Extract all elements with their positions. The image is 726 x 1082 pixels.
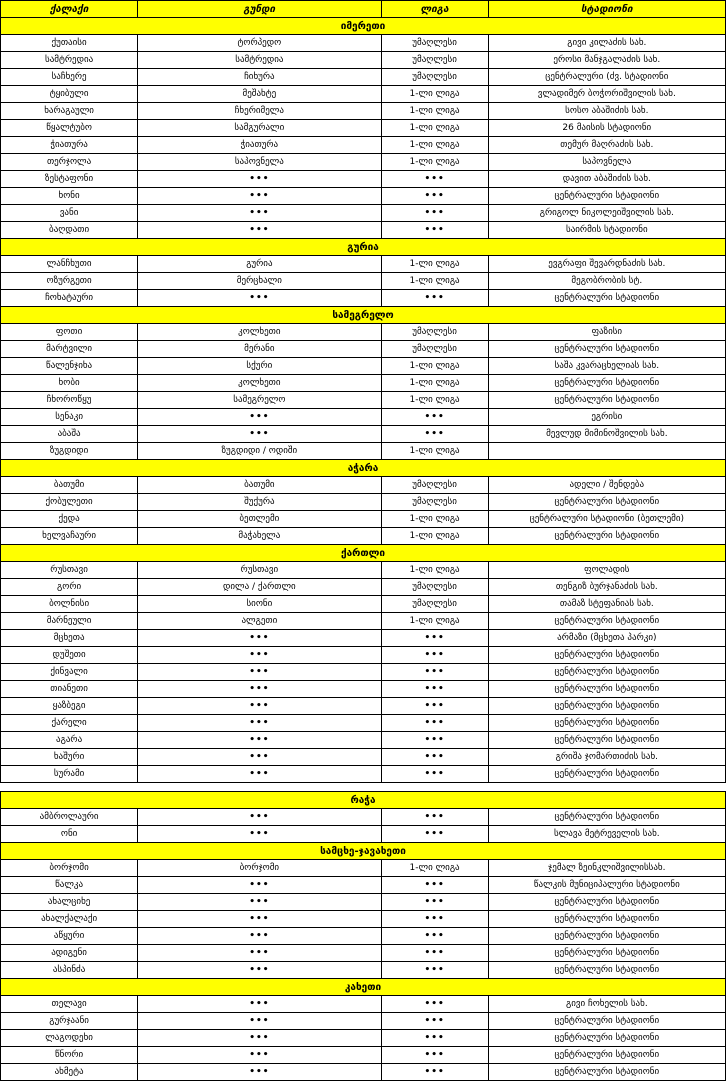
league-cell[interactable]: ••• [381, 945, 488, 962]
city-cell[interactable]: ჩხოროწყუ [1, 392, 138, 409]
table-row [1, 945, 726, 962]
table-row [1, 205, 726, 222]
region-row [1, 979, 726, 996]
table-body [1, 1, 726, 1081]
city-cell[interactable]: ახმეტა [1, 1064, 138, 1081]
league-cell[interactable]: ••• [381, 894, 488, 911]
team-cell[interactable]: დილა / ქართლი [138, 579, 381, 596]
team-cell[interactable]: ბორჯომი [138, 860, 381, 877]
team-cell[interactable]: ••• [138, 664, 381, 681]
table-row [1, 647, 726, 664]
team-cell[interactable]: ••• [138, 426, 381, 443]
region-row [1, 18, 726, 35]
team-cell[interactable]: რუსთავი [138, 562, 381, 579]
city-cell[interactable]: ხარაგაული [1, 103, 138, 120]
stadium-cell[interactable]: წალკის მუნიციპალური სტადიონი [488, 877, 725, 894]
team-cell[interactable]: სამგურალი [138, 120, 381, 137]
team-cell[interactable]: ••• [138, 1013, 381, 1030]
city-cell[interactable]: აგარა [1, 732, 138, 749]
team-cell[interactable]: ••• [138, 188, 381, 205]
league-cell[interactable]: 1-ლი ლიგა [381, 256, 488, 273]
stadium-cell[interactable]: ცენტრალური (ძვ. სტადიონი [488, 69, 725, 86]
team-cell[interactable]: ••• [138, 715, 381, 732]
city-cell[interactable]: რუსთავი [1, 562, 138, 579]
city-cell[interactable]: ბათუმი [1, 477, 138, 494]
team-cell[interactable]: ჩხერიმელა [138, 103, 381, 120]
table-row [1, 222, 726, 239]
city-cell[interactable]: ქუთაისი [1, 35, 138, 52]
table-row [1, 826, 726, 843]
region-row [1, 545, 726, 562]
stadium-cell[interactable]: ეროსი მანჯგალაძის სახ. [488, 52, 725, 69]
stadium-cell[interactable]: ცენტრალური სტადიონი [488, 188, 725, 205]
city-cell[interactable]: ადიგენი [1, 945, 138, 962]
section-gap [1, 783, 726, 792]
region-row [1, 843, 726, 860]
stadium-cell[interactable]: ცენტრალური სტადიონი [488, 392, 725, 409]
league-cell[interactable]: უმაღლესი [381, 596, 488, 613]
table-row [1, 528, 726, 545]
stadium-cell[interactable]: სოსო აბაშიძის სახ. [488, 103, 725, 120]
league-cell[interactable]: 1-ლი ლიგა [381, 613, 488, 630]
league-cell[interactable]: 1-ლი ლიგა [381, 86, 488, 103]
stadium-cell[interactable]: ცენტრალური სტადიონი [488, 681, 725, 698]
gap-cell [1, 783, 726, 792]
league-cell[interactable]: უმაღლესი [381, 69, 488, 86]
team-cell[interactable]: ბათუმი [138, 477, 381, 494]
stadium-cell[interactable]: გრიშა ჯომართიძის სახ. [488, 749, 725, 766]
city-cell[interactable]: ფოთი [1, 324, 138, 341]
city-cell[interactable]: მარტვილი [1, 341, 138, 358]
stadium-cell[interactable]: თენგიზ ბურჯანაძის სახ. [488, 579, 725, 596]
team-cell[interactable]: კოლხეთი [138, 375, 381, 392]
league-cell[interactable]: 1-ლი ლიგა [381, 443, 488, 460]
league-cell[interactable]: ••• [381, 826, 488, 843]
city-cell[interactable]: ქედა [1, 511, 138, 528]
table-row [1, 596, 726, 613]
table-row [1, 681, 726, 698]
city-cell[interactable]: ახალქალაქი [1, 911, 138, 928]
city-cell[interactable]: ლაგოდეხი [1, 1030, 138, 1047]
stadium-cell[interactable]: ცენტრალური სტადიონი [488, 1013, 725, 1030]
region-row [1, 239, 726, 256]
table-row [1, 511, 726, 528]
team-cell[interactable]: ••• [138, 222, 381, 239]
stadium-cell[interactable]: ევგრაფი შევარდნაძის სახ. [488, 256, 725, 273]
stadium-cell[interactable]: გივი ჩოხელის სახ. [488, 996, 725, 1013]
stadium-cell[interactable]: მეგობრობის სტ. [488, 273, 725, 290]
city-cell[interactable]: ზუგდიდი [1, 443, 138, 460]
team-cell[interactable]: ••• [138, 205, 381, 222]
table-row [1, 860, 726, 877]
region-heading[interactable]: სამცხე-ჯავახეთი [1, 843, 726, 860]
city-cell[interactable]: სენაკი [1, 409, 138, 426]
stadium-cell[interactable]: გრიგოლ ნიკოლეიშვილის სახ. [488, 205, 725, 222]
city-cell[interactable]: მცხეთა [1, 630, 138, 647]
stadium-cell[interactable]: არმაზი (მცხეთა პარკი) [488, 630, 725, 647]
region-heading[interactable]: აჭარა [1, 460, 726, 477]
city-cell[interactable]: ონი [1, 826, 138, 843]
stadium-cell[interactable]: ცენტრალური სტადიონი [488, 894, 725, 911]
team-cell[interactable]: ••• [138, 766, 381, 783]
team-cell[interactable]: გურია [138, 256, 381, 273]
team-cell[interactable]: ••• [138, 928, 381, 945]
table-row [1, 766, 726, 783]
stadium-cell[interactable]: ცენტრალური სტადიონი [488, 613, 725, 630]
city-cell[interactable]: ზესტაფონი [1, 171, 138, 188]
team-cell[interactable]: ჩიხურა [138, 69, 381, 86]
team-cell[interactable]: ••• [138, 996, 381, 1013]
city-cell[interactable]: წნორი [1, 1047, 138, 1064]
team-cell[interactable]: ••• [138, 630, 381, 647]
league-cell[interactable]: ••• [381, 1047, 488, 1064]
league-cell[interactable]: ••• [381, 877, 488, 894]
city-cell[interactable]: სურამი [1, 766, 138, 783]
team-cell[interactable]: ზუგდიდი / ოდიში [138, 443, 381, 460]
city-cell[interactable]: სამტრედია [1, 52, 138, 69]
stadium-cell[interactable]: გივი კილაძის სახ. [488, 35, 725, 52]
league-cell[interactable]: ••• [381, 664, 488, 681]
team-cell[interactable]: ••• [138, 809, 381, 826]
team-cell[interactable]: ••• [138, 681, 381, 698]
league-cell[interactable]: უმაღლესი [381, 477, 488, 494]
table-row [1, 928, 726, 945]
table-row [1, 256, 726, 273]
header-league[interactable]: ლიგა [381, 1, 488, 18]
table-row [1, 1047, 726, 1064]
league-cell[interactable]: ••• [381, 911, 488, 928]
team-cell[interactable]: ••• [138, 962, 381, 979]
city-cell[interactable]: ხელვაჩაური [1, 528, 138, 545]
table-row [1, 698, 726, 715]
team-cell[interactable]: ••• [138, 732, 381, 749]
league-cell[interactable]: ••• [381, 928, 488, 945]
city-cell[interactable]: ასპინძა [1, 962, 138, 979]
team-cell[interactable]: კოლხეთი [138, 324, 381, 341]
stadium-cell[interactable]: სლავა მეტრეველის სახ. [488, 826, 725, 843]
city-cell[interactable]: ამბროლაური [1, 809, 138, 826]
stadium-cell[interactable]: თემურ მაღრაძის სახ. [488, 137, 725, 154]
city-cell[interactable]: ვანი [1, 205, 138, 222]
table-row [1, 443, 726, 460]
stadium-cell[interactable]: ცენტრალური სტადიონი [488, 809, 725, 826]
city-cell[interactable]: აწყური [1, 928, 138, 945]
table-row [1, 1064, 726, 1081]
league-cell[interactable]: 1-ლი ლიგა [381, 273, 488, 290]
region-row [1, 792, 726, 809]
table-row [1, 52, 726, 69]
city-cell[interactable]: ოზურგეთი [1, 273, 138, 290]
team-cell[interactable]: ••• [138, 749, 381, 766]
region-row [1, 307, 726, 324]
city-cell[interactable]: გურჯაანი [1, 1013, 138, 1030]
league-cell[interactable]: ••• [381, 1013, 488, 1030]
league-cell[interactable]: ••• [381, 205, 488, 222]
city-cell[interactable]: გორი [1, 579, 138, 596]
stadium-cell[interactable]: ცენტრალური სტადიონი [488, 766, 725, 783]
city-cell[interactable]: ბოლნისი [1, 596, 138, 613]
team-cell[interactable]: ••• [138, 826, 381, 843]
stadium-cell[interactable]: ცენტრალური სტადიონი [488, 647, 725, 664]
city-cell[interactable]: თერჯოლა [1, 154, 138, 171]
league-cell[interactable]: ••• [381, 1064, 488, 1081]
league-cell[interactable]: უმაღლესი [381, 35, 488, 52]
region-heading[interactable]: კახეთი [1, 979, 726, 996]
league-cell[interactable]: ••• [381, 290, 488, 307]
stadium-cell[interactable]: დავით აბაშიძის სახ. [488, 171, 725, 188]
table-row [1, 732, 726, 749]
team-cell[interactable]: ჭიათურა [138, 137, 381, 154]
team-cell[interactable]: მერანი [138, 341, 381, 358]
table-row [1, 69, 726, 86]
team-cell[interactable]: სამეგრელო [138, 392, 381, 409]
league-cell[interactable]: ••• [381, 222, 488, 239]
league-cell[interactable]: უმაღლესი [381, 52, 488, 69]
table-row [1, 409, 726, 426]
league-cell[interactable]: ••• [381, 171, 488, 188]
table-row [1, 715, 726, 732]
city-cell[interactable]: წყალტუბო [1, 120, 138, 137]
league-cell[interactable]: 1-ლი ლიგა [381, 860, 488, 877]
table-row [1, 962, 726, 979]
city-cell[interactable]: თიანეთი [1, 681, 138, 698]
table-row [1, 1030, 726, 1047]
city-cell[interactable]: ხონი [1, 188, 138, 205]
city-cell[interactable]: ტყიბული [1, 86, 138, 103]
league-cell[interactable]: ••• [381, 681, 488, 698]
city-cell[interactable]: მარნეული [1, 613, 138, 630]
table-row [1, 494, 726, 511]
stadium-cell[interactable] [488, 443, 725, 460]
team-cell[interactable]: ••• [138, 1064, 381, 1081]
stadium-cell[interactable]: ფაზისი [488, 324, 725, 341]
table-row [1, 613, 726, 630]
team-cell[interactable]: ••• [138, 911, 381, 928]
stadium-cell[interactable]: ფოლადის [488, 562, 725, 579]
league-cell[interactable]: ••• [381, 715, 488, 732]
stadium-cell[interactable]: ცენტრალური სტადიონი [488, 732, 725, 749]
region-heading[interactable]: იმერეთი [1, 18, 726, 35]
stadium-cell[interactable]: საშა კვარაცხელიას სახ. [488, 358, 725, 375]
stadium-cell[interactable]: ჯემალ ზეინკლიშვილისსახ. [488, 860, 725, 877]
team-cell[interactable]: საპოვნელა [138, 154, 381, 171]
league-cell[interactable]: ••• [381, 996, 488, 1013]
stadium-cell[interactable]: ცენტრალური სტადიონი [488, 945, 725, 962]
stadium-cell[interactable]: ცენტრალური სტადიონი [488, 375, 725, 392]
stadium-cell[interactable]: ცენტრალური სტადიონი [488, 341, 725, 358]
league-cell[interactable]: ••• [381, 426, 488, 443]
league-cell[interactable]: უმაღლესი [381, 341, 488, 358]
team-cell[interactable]: ••• [138, 1030, 381, 1047]
league-cell[interactable]: 1-ლი ლიგა [381, 392, 488, 409]
city-cell[interactable]: ხაშური [1, 749, 138, 766]
team-cell[interactable]: სამტრედია [138, 52, 381, 69]
league-cell[interactable]: ••• [381, 732, 488, 749]
table-row [1, 996, 726, 1013]
city-cell[interactable]: ჩოხატაური [1, 290, 138, 307]
league-cell[interactable]: 1-ლი ლიგა [381, 562, 488, 579]
team-cell[interactable]: ••• [138, 894, 381, 911]
table-row [1, 154, 726, 171]
league-cell[interactable]: 1-ლი ლიგა [381, 511, 488, 528]
region-heading[interactable]: რაჭა [1, 792, 726, 809]
team-cell[interactable]: ტორპედო [138, 35, 381, 52]
league-cell[interactable]: ••• [381, 409, 488, 426]
table-row [1, 809, 726, 826]
table-row [1, 579, 726, 596]
city-cell[interactable]: ლანჩხუთი [1, 256, 138, 273]
table-row [1, 86, 726, 103]
stadium-cell[interactable]: ცენტრალური სტადიონი [488, 715, 725, 732]
table-row [1, 1013, 726, 1030]
league-cell[interactable]: ••• [381, 647, 488, 664]
league-cell[interactable]: უმაღლესი [381, 324, 488, 341]
region-row [1, 460, 726, 477]
table-row [1, 273, 726, 290]
league-cell[interactable]: უმაღლესი [381, 494, 488, 511]
team-cell[interactable]: ••• [138, 409, 381, 426]
league-cell[interactable]: ••• [381, 749, 488, 766]
region-heading[interactable]: სამეგრელო [1, 307, 726, 324]
league-cell[interactable]: ••• [381, 962, 488, 979]
city-cell[interactable]: ჭიათურა [1, 137, 138, 154]
team-cell[interactable]: ბეთლემი [138, 511, 381, 528]
team-cell[interactable]: ••• [138, 698, 381, 715]
table-row [1, 358, 726, 375]
table-row [1, 171, 726, 188]
city-cell[interactable]: აბაშა [1, 426, 138, 443]
table-row [1, 341, 726, 358]
table-row [1, 562, 726, 579]
city-cell[interactable]: ბორჯომი [1, 860, 138, 877]
table-row [1, 120, 726, 137]
table-row [1, 749, 726, 766]
region-heading[interactable]: გურია [1, 239, 726, 256]
league-cell[interactable]: ••• [381, 188, 488, 205]
stadium-cell[interactable]: ცენტრალური სტადიონი [488, 1047, 725, 1064]
city-cell[interactable]: წალკა [1, 877, 138, 894]
team-cell[interactable]: ••• [138, 290, 381, 307]
stadium-cell[interactable]: 26 მაისის სტადიონი [488, 120, 725, 137]
team-cell[interactable]: შუქურა [138, 494, 381, 511]
team-cell[interactable]: ••• [138, 1047, 381, 1064]
league-cell[interactable]: 1-ლი ლიგა [381, 137, 488, 154]
table-row [1, 290, 726, 307]
table-row [1, 426, 726, 443]
league-cell[interactable]: უმაღლესი [381, 579, 488, 596]
team-cell[interactable]: ••• [138, 945, 381, 962]
league-cell[interactable]: ••• [381, 766, 488, 783]
city-cell[interactable]: ბაღდათი [1, 222, 138, 239]
league-cell[interactable]: ••• [381, 809, 488, 826]
table-row [1, 477, 726, 494]
stadium-cell[interactable]: თამაზ სტეფანიას სახ. [488, 596, 725, 613]
team-cell[interactable]: მერცხალი [138, 273, 381, 290]
table-row [1, 630, 726, 647]
league-cell[interactable]: ••• [381, 630, 488, 647]
stadium-cell[interactable]: მევლუდ მიმინოშვილის სახ. [488, 426, 725, 443]
stadium-cell[interactable]: საირმის სტადიონი [488, 222, 725, 239]
header-stadium[interactable]: სტადიონი [488, 1, 725, 18]
league-cell[interactable]: 1-ლი ლიგა [381, 375, 488, 392]
team-cell[interactable]: სქური [138, 358, 381, 375]
league-cell[interactable]: 1-ლი ლიგა [381, 103, 488, 120]
table-row [1, 103, 726, 120]
city-cell[interactable]: ახალციხე [1, 894, 138, 911]
city-cell[interactable]: თელავი [1, 996, 138, 1013]
table-row [1, 911, 726, 928]
table-row [1, 894, 726, 911]
stadium-cell[interactable]: ცენტრალური სტადიონი [488, 494, 725, 511]
stadium-cell[interactable]: ცენტრალური სტადიონი [488, 928, 725, 945]
city-cell[interactable]: ქინვალი [1, 664, 138, 681]
team-cell[interactable]: ••• [138, 171, 381, 188]
league-cell[interactable]: 1-ლი ლიგა [381, 358, 488, 375]
city-cell[interactable]: დუშეთი [1, 647, 138, 664]
team-cell[interactable]: მაჭახელა [138, 528, 381, 545]
stadium-cell[interactable]: ცენტრალური სტადიონი [488, 528, 725, 545]
table-row [1, 877, 726, 894]
city-cell[interactable]: ხობი [1, 375, 138, 392]
city-cell[interactable]: ქობულეთი [1, 494, 138, 511]
table-row [1, 137, 726, 154]
city-cell[interactable]: წალენჯიხა [1, 358, 138, 375]
league-cell[interactable]: 1-ლი ლიგა [381, 154, 488, 171]
team-cell[interactable]: ••• [138, 877, 381, 894]
table-row [1, 392, 726, 409]
stadium-cell[interactable]: ცენტრალური სტადიონი [488, 290, 725, 307]
league-cell[interactable]: 1-ლი ლიგა [381, 528, 488, 545]
stadium-cell[interactable]: ცენტრალური სტადიონი [488, 962, 725, 979]
stadium-cell[interactable]: ვლადიმერ ბოჭორიშვილის სახ. [488, 86, 725, 103]
team-cell[interactable]: ••• [138, 647, 381, 664]
stadium-cell[interactable]: ცენტრალური სტადიონი [488, 911, 725, 928]
league-cell[interactable]: ••• [381, 698, 488, 715]
team-cell[interactable]: მეშახტე [138, 86, 381, 103]
stadium-cell[interactable]: ადელი / შენდება [488, 477, 725, 494]
header-city[interactable]: ქალაქი [1, 1, 138, 18]
header-team[interactable]: გუნდი [138, 1, 381, 18]
stadium-cell[interactable]: ეგრისი [488, 409, 725, 426]
header-row [1, 1, 726, 18]
city-cell[interactable]: ყაზბეგი [1, 698, 138, 715]
table-row [1, 324, 726, 341]
stadium-cell[interactable]: ცენტრალური სტადიონი [488, 664, 725, 681]
table-row [1, 35, 726, 52]
city-cell[interactable]: ქარელი [1, 715, 138, 732]
stadium-cell[interactable]: ცენტრალური სტადიონი (ბეთლემი) [488, 511, 725, 528]
league-cell[interactable]: 1-ლი ლიგა [381, 120, 488, 137]
table-row [1, 375, 726, 392]
stadium-cell[interactable]: ცენტრალური სტადიონი [488, 698, 725, 715]
team-cell[interactable]: სიონი [138, 596, 381, 613]
stadium-cell[interactable]: საპოვნელა [488, 154, 725, 171]
stadium-cell[interactable]: ცენტრალური სტადიონი [488, 1030, 725, 1047]
table-row [1, 664, 726, 681]
table-row [1, 188, 726, 205]
team-cell[interactable]: ალგეთი [138, 613, 381, 630]
city-cell[interactable]: საჩხერე [1, 69, 138, 86]
region-heading[interactable]: ქართლი [1, 545, 726, 562]
stadium-cell[interactable]: ცენტრალური სტადიონი [488, 1064, 725, 1081]
league-cell[interactable]: ••• [381, 1030, 488, 1047]
